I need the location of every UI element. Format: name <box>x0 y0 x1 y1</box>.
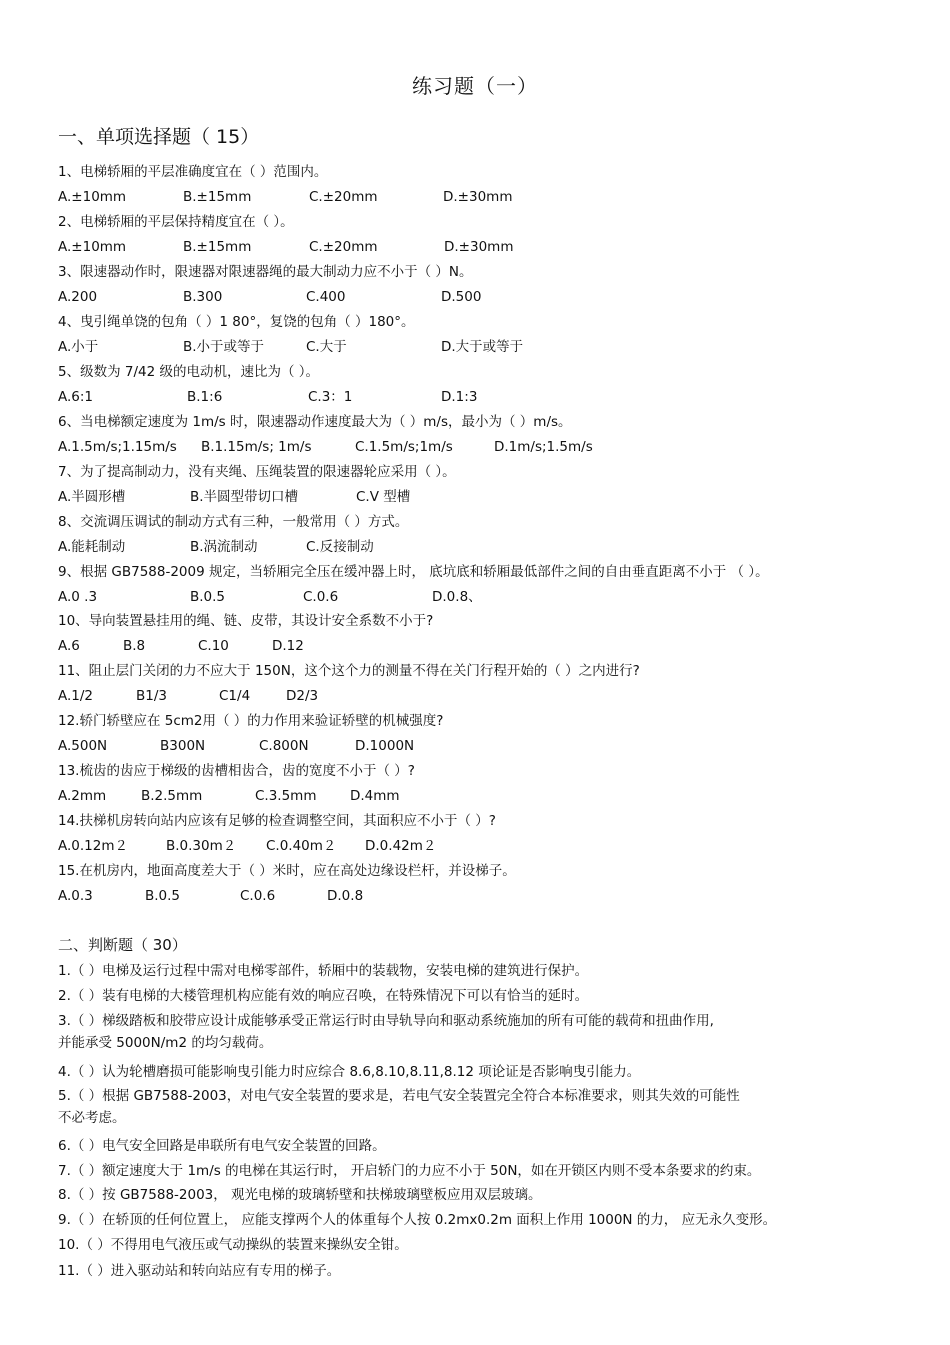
question-10-option-a: A.6 <box>58 638 80 654</box>
question-5-option-a: A.6:1 <box>58 389 94 405</box>
question-15-option-c: C.0.6 <box>240 888 276 904</box>
question-12-option-a: A.500N <box>58 738 108 754</box>
judgement-line-4: 4.（ ）认为轮槽磨损可能影响曳引能力时应综合 8.6,8.10,8.11,8.12 项论证是否影响曳引能力。 <box>58 1064 641 1080</box>
question-9-option-d: D.0.8、 <box>432 589 482 605</box>
question-12-option-c: C.800N <box>259 738 309 754</box>
question-9-stem: 9、根据 GB7588-2009 规定，当轿厢完全压在缓冲器上时， 底坑底和轿厢最低部件之间的自由垂直距离不小于 （ ）。 <box>58 564 769 580</box>
judgement-line-3: 3.（ ）梯级踏板和胶带应设计成能够承受正常运行时由导轨导向和驱动系统施加的所有可能的载荷和扭曲作用, <box>58 1013 714 1029</box>
question-6-option-c: C.1.5m/s;1m/s <box>355 439 453 455</box>
question-4-option-c: C.大于 <box>306 339 347 355</box>
question-1-option-d: D.±30mm <box>443 189 513 205</box>
judgement-line-10: 10.（ ）不得用电气液压或气动操纵的装置来操纵安全钳。 <box>58 1237 408 1253</box>
question-2-stem: 2、电梯轿厢的平层保持精度宜在（ ）。 <box>58 214 294 230</box>
judgement-line-8: 8.（ ）按 GB7588-2003， 观光电梯的玻璃轿壁和扶梯玻璃壁板应用双层玻璃。 <box>58 1187 542 1203</box>
question-8-option-c: C.反接制动 <box>306 539 374 555</box>
question-15-option-a: A.0.3 <box>58 888 93 904</box>
question-4-stem: 4、曳引绳单饶的包角（ ）1 80°，复饶的包角（ ）180°。 <box>58 314 415 330</box>
judgement-line-5-cont: 不必考虑。 <box>58 1110 126 1126</box>
question-9-option-a: A.0 .3 <box>58 589 98 605</box>
question-4-option-b: B.小于或等于 <box>183 339 265 355</box>
question-11-option-a: A.1/2 <box>58 688 94 704</box>
question-8-option-b: B.涡流制动 <box>190 539 258 555</box>
question-13-stem: 13.梳齿的齿应于梯级的齿槽相齿合，齿的宽度不小于（ ）? <box>58 763 415 779</box>
question-6-option-b: B.1.15m/s; 1m/s <box>201 439 312 455</box>
question-6-option-d: D.1m/s;1.5m/s <box>494 439 593 455</box>
question-3-option-b: B.300 <box>183 289 223 305</box>
question-1-option-c: C.±20mm <box>309 189 378 205</box>
question-1-option-a: A.±10mm <box>58 189 127 205</box>
section-heading-true-false: 二、判断题（ 30） <box>58 936 187 954</box>
question-2-option-d: D.±30mm <box>444 239 514 255</box>
section-heading-single-choice: 一、单项选择题（ 15） <box>58 126 260 148</box>
question-12-option-d: D.1000N <box>355 738 415 754</box>
question-7-stem: 7、为了提高制动力，没有夹绳、压绳装置的限速器轮应采用（ ）。 <box>58 464 456 480</box>
question-13-option-d: D.4mm <box>350 788 400 804</box>
judgement-line-7: 7.（ ）额定速度大于 1m/s 的电梯在其运行时， 开启轿门的力应不小于 50N，如在开锁区内则不受本条要求的约束。 <box>58 1163 761 1179</box>
question-14-option-a: A.0.12m２ <box>58 838 128 854</box>
question-10-option-c: C.10 <box>198 638 229 654</box>
question-2-option-c: C.±20mm <box>309 239 378 255</box>
question-7-option-a: A.半圆形槽 <box>58 489 126 505</box>
question-3-option-a: A.200 <box>58 289 98 305</box>
question-10-option-b: B.8 <box>123 638 146 654</box>
question-5-option-d: D.1:3 <box>441 389 478 405</box>
question-11-option-c: C1/4 <box>219 688 251 704</box>
question-7-option-b: B.半圆型带切口槽 <box>190 489 299 505</box>
question-10-stem: 10、导向装置悬挂用的绳、链、皮带，其设计安全系数不小于? <box>58 613 434 629</box>
question-5-option-b: B.1:6 <box>187 389 223 405</box>
question-6-stem: 6、当电梯额定速度为 1m/s 时，限速器动作速度最大为（ ）m/s，最小为（ ）m/s。 <box>58 414 572 430</box>
judgement-line-5: 5.（ ）根据 GB7588-2003，对电气安全装置的要求是，若电气安全装置完全符合本标准要求，则其失效的可能性 <box>58 1088 740 1104</box>
question-2-option-a: A.±10mm <box>58 239 127 255</box>
question-9-option-b: B.0.5 <box>190 589 226 605</box>
question-11-stem: 11、阻止层门关闭的力不应大于 150N，这个这个力的测量不得在关门行程开始的（ ）之内进行? <box>58 663 640 679</box>
question-13-option-a: A.2mm <box>58 788 107 804</box>
question-14-option-b: B.0.30m２ <box>166 838 237 854</box>
question-3-option-c: C.400 <box>306 289 346 305</box>
judgement-line-2: 2.（ ）装有电梯的大楼管理机构应能有效的响应召唤，在特殊情况下可以有恰当的延时。 <box>58 988 589 1004</box>
judgement-line-3-cont: 并能承受 5000N/m2 的均匀载荷。 <box>58 1035 273 1051</box>
question-1-stem: 1、电梯轿厢的平层准确度宜在（ ）范围内。 <box>58 164 328 180</box>
question-4-option-d: D.大于或等于 <box>441 339 524 355</box>
question-6-option-a: A.1.5m/s;1.15m/s <box>58 439 177 455</box>
question-13-option-c: C.3.5mm <box>255 788 317 804</box>
question-7-option-c: C.V 型槽 <box>356 489 411 505</box>
question-8-option-a: A.能耗制动 <box>58 539 126 555</box>
question-15-option-d: D.0.8 <box>327 888 364 904</box>
judgement-line-6: 6.（ ）电气安全回路是串联所有电气安全装置的回路。 <box>58 1138 386 1154</box>
question-14-option-d: D.0.42m２ <box>365 838 437 854</box>
question-2-option-b: B.±15mm <box>183 239 252 255</box>
question-3-option-d: D.500 <box>441 289 482 305</box>
question-10-option-d: D.12 <box>272 638 304 654</box>
judgement-line-9: 9.（ ）在轿顶的任何位置上， 应能支撑两个人的体重每个人按 0.2mx0.2m 面积上作用 1000N 的力， 应无永久变形。 <box>58 1212 777 1228</box>
question-4-option-a: A.小于 <box>58 339 99 355</box>
question-15-option-b: B.0.5 <box>145 888 181 904</box>
question-13-option-b: B.2.5mm <box>141 788 203 804</box>
question-12-option-b: B300N <box>160 738 206 754</box>
document-title: 练习题（一） <box>412 74 538 98</box>
question-9-option-c: C.0.6 <box>303 589 339 605</box>
question-15-stem: 15.在机房内，地面高度差大于（ ）米时，应在高处边缘设栏杆，并设梯子。 <box>58 863 516 879</box>
question-5-option-c: C.3：1 <box>308 389 353 405</box>
question-1-option-b: B.±15mm <box>183 189 252 205</box>
question-11-option-d: D2/3 <box>286 688 319 704</box>
question-5-stem: 5、级数为 7/42 级的电动机，速比为（ ）。 <box>58 364 320 380</box>
question-3-stem: 3、限速器动作时，限速器对限速器绳的最大制动力应不小于（ ）N。 <box>58 264 473 280</box>
judgement-line-11: 11.（ ）进入驱动站和转向站应有专用的梯子。 <box>58 1263 341 1279</box>
question-11-option-b: B1/3 <box>136 688 167 704</box>
judgement-line-1: 1.（ ）电梯及运行过程中需对电梯零部件，轿厢中的装载物，安装电梯的建筑进行保护。 <box>58 963 589 979</box>
question-12-stem: 12.轿门轿壁应在 5cm2用（ ）的力作用来验证轿壁的机械强度? <box>58 713 444 729</box>
question-14-stem: 14.扶梯机房转向站内应该有足够的检查调整空间，其面积应不小于（ ）? <box>58 813 496 829</box>
question-8-stem: 8、交流调压调试的制动方式有三种，一般常用（ ）方式。 <box>58 514 409 530</box>
question-14-option-c: C.0.40m２ <box>266 838 337 854</box>
